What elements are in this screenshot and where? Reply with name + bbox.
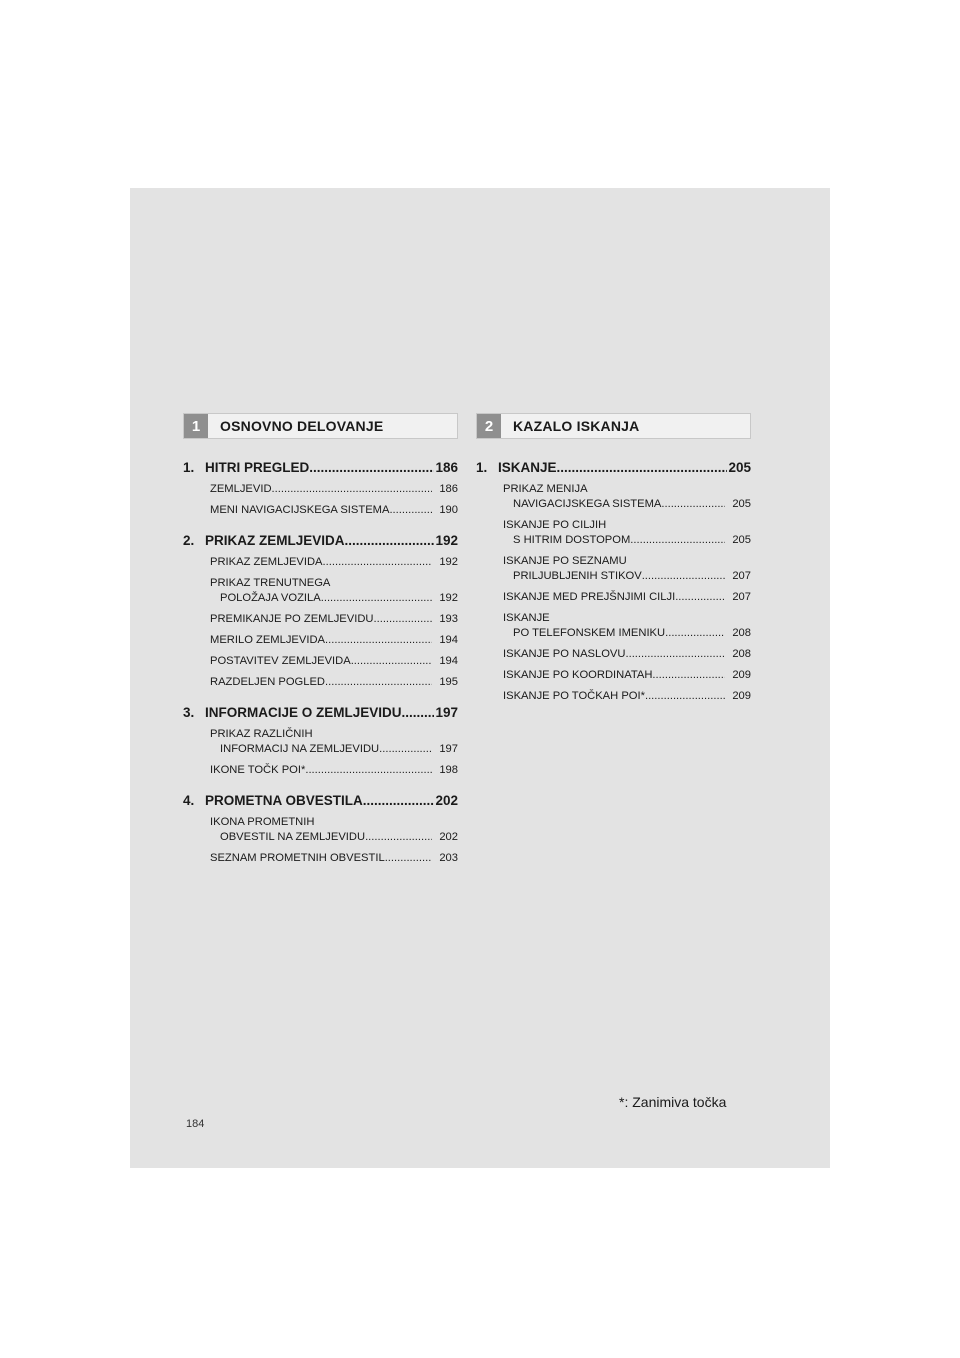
entry-row <box>210 654 458 669</box>
dot-leader <box>345 532 435 550</box>
chapter-block <box>183 532 458 690</box>
entry-title: PRIKAZ ZEMLJEVIDA <box>210 556 323 568</box>
entry-page-number: 205 <box>732 534 751 546</box>
entry-title-fill <box>210 633 432 648</box>
chapter-block <box>183 792 458 866</box>
chapter-link[interactable] <box>183 792 458 810</box>
entry-page-number: 208 <box>732 648 751 660</box>
entry-title-line-1: PRIKAZ RAZLIČNIH <box>210 728 313 740</box>
dot-leader <box>385 851 432 866</box>
entry-title-fill <box>220 591 432 606</box>
toc-entry[interactable] <box>210 675 458 690</box>
entry-title-fill <box>220 830 432 845</box>
entry-title-fill <box>210 555 432 570</box>
entry-title-fill <box>220 742 432 757</box>
dot-leader <box>402 704 435 722</box>
entry-list <box>210 727 458 778</box>
entry-title: MENI NAVIGACIJSKEGA SISTEMA <box>210 504 390 516</box>
toc-entry[interactable] <box>210 482 458 497</box>
entry-page-number: 193 <box>439 613 458 625</box>
entry-title-fill <box>513 569 725 584</box>
entry-list <box>210 555 458 690</box>
dot-leader <box>389 503 432 518</box>
chapter-number: 3. <box>183 705 195 720</box>
entry-title-line-2: OBVESTIL NA ZEMLJEVIDU <box>220 831 366 843</box>
entry-title-fill <box>503 689 725 704</box>
entry-row <box>210 851 458 866</box>
entry-title-line-1: PRIKAZ MENIJA <box>503 483 588 495</box>
dot-leader <box>323 555 432 570</box>
dot-leader <box>363 792 435 810</box>
table-of-contents <box>183 459 458 866</box>
section-title: OSNOVNO DELOVANJE <box>220 418 384 434</box>
chapter-block <box>183 704 458 778</box>
entry-title-line-2: PO TELEFONSKEM IMENIKU <box>513 627 666 639</box>
entry-title-line-1: ISKANJE <box>503 612 550 624</box>
entry-title-fill <box>503 668 725 683</box>
entry-title-fill <box>210 503 432 518</box>
entry-list <box>210 815 458 866</box>
entry-page-number: 208 <box>732 627 751 639</box>
entry-title-fill <box>503 590 725 605</box>
toc-entry[interactable] <box>210 576 458 606</box>
chapter-title: INFORMACIJE O ZEMLJEVIDU <box>205 705 402 720</box>
entry-title: ISKANJE PO TOČKAH POI* <box>503 690 645 702</box>
entry-title-line-2: NAVIGACIJSKEGA SISTEMA <box>513 498 662 510</box>
entry-title-line-2: S HITRIM DOSTOPOM <box>513 534 631 546</box>
entry-title: ISKANJE PO KOORDINATAH <box>503 669 653 681</box>
toc-entry[interactable] <box>503 611 751 641</box>
chapter-number: 2. <box>183 533 195 548</box>
toc-entry[interactable] <box>503 689 751 704</box>
toc-entry[interactable] <box>210 612 458 627</box>
section-number-badge: 2 <box>477 414 501 438</box>
chapter-page-number: 197 <box>435 705 458 720</box>
toc-entry[interactable] <box>210 851 458 866</box>
dot-leader <box>665 626 725 641</box>
entry-page-number: 205 <box>732 498 751 510</box>
entry-row <box>503 590 751 605</box>
toc-entry[interactable] <box>503 668 751 683</box>
dot-leader <box>321 591 432 606</box>
toc-entry[interactable] <box>503 482 751 512</box>
toc-entry[interactable] <box>503 590 751 605</box>
entry-title-fill <box>210 675 432 690</box>
chapter-link[interactable] <box>183 532 458 550</box>
entry-title-line-1: ISKANJE PO SEZNAMU <box>503 555 627 567</box>
dot-leader <box>675 590 725 605</box>
entry-page-number: 195 <box>439 676 458 688</box>
chapter-page-number: 186 <box>435 460 458 475</box>
manual-page <box>130 188 830 1168</box>
entry-title-line-1: IKONA PROMETNIH <box>210 816 315 828</box>
entry-title: PREMIKANJE PO ZEMLJEVIDU <box>210 613 374 625</box>
entry-row <box>210 675 458 690</box>
chapter-title-fill <box>205 792 434 810</box>
entry-list <box>503 482 751 704</box>
table-of-contents <box>476 459 751 704</box>
toc-entry[interactable] <box>210 654 458 669</box>
dot-leader <box>325 675 432 690</box>
entry-page-number: 192 <box>439 592 458 604</box>
entry-page-number: 197 <box>439 743 458 755</box>
dot-leader <box>642 569 725 584</box>
entry-row <box>503 626 751 641</box>
dot-leader <box>351 654 432 669</box>
dot-leader <box>365 830 432 845</box>
chapter-title: HITRI PREGLED <box>205 460 310 475</box>
entry-title-fill <box>513 533 725 548</box>
chapter-block <box>183 459 458 518</box>
section-title: KAZALO ISKANJA <box>513 418 640 434</box>
page-number: 184 <box>186 1118 205 1130</box>
entry-row <box>210 763 458 778</box>
chapter-title-fill <box>498 459 727 477</box>
entry-row <box>503 689 751 704</box>
chapter-link[interactable] <box>183 704 458 722</box>
toc-entry[interactable] <box>210 555 458 570</box>
entry-page-number: 209 <box>732 690 751 702</box>
entry-page-number: 202 <box>439 831 458 843</box>
toc-entry[interactable] <box>210 633 458 648</box>
entry-page-number: 186 <box>439 483 458 495</box>
entry-row <box>210 482 458 497</box>
dot-leader <box>661 497 725 512</box>
entry-page-number: 194 <box>439 655 458 667</box>
toc-entry[interactable] <box>210 815 458 845</box>
toc-entry[interactable] <box>210 503 458 518</box>
entry-page-number: 190 <box>439 504 458 516</box>
toc-entry[interactable] <box>503 518 751 548</box>
toc-entry[interactable] <box>210 763 458 778</box>
toc-entry[interactable] <box>210 727 458 757</box>
dot-leader <box>309 459 434 477</box>
entry-title-line-2: POLOŽAJA VOZILA <box>220 592 321 604</box>
entry-row <box>210 633 458 648</box>
dot-leader <box>625 647 725 662</box>
chapter-title: ISKANJE <box>498 460 557 475</box>
entry-page-number: 203 <box>439 852 458 864</box>
entry-title-fill <box>210 612 432 627</box>
dot-leader <box>305 763 432 778</box>
entry-row <box>210 830 458 845</box>
entry-title-line-2: INFORMACIJ NA ZEMLJEVIDU <box>220 743 380 755</box>
chapter-number: 4. <box>183 793 195 808</box>
entry-row <box>210 503 458 518</box>
entry-title: POSTAVITEV ZEMLJEVIDA <box>210 655 351 667</box>
chapter-link[interactable] <box>476 459 751 477</box>
dot-leader <box>652 668 725 683</box>
section-column-2 <box>476 413 751 718</box>
entry-list <box>210 482 458 518</box>
entry-row <box>503 533 751 548</box>
dot-leader <box>374 612 433 627</box>
section-header <box>183 413 458 439</box>
dot-leader <box>645 689 725 704</box>
entry-title-line-1: PRIKAZ TRENUTNEGA <box>210 577 331 589</box>
entry-title-line-2: PRILJUBLJENIH STIKOV <box>513 570 642 582</box>
entry-page-number: 207 <box>732 591 751 603</box>
chapter-title-fill <box>205 459 434 477</box>
chapter-title: PROMETNA OBVESTILA <box>205 793 363 808</box>
entry-page-number: 194 <box>439 634 458 646</box>
section-number-badge: 1 <box>184 414 208 438</box>
entry-title: RAZDELJEN POGLED <box>210 676 326 688</box>
chapter-number: 1. <box>183 460 195 475</box>
entry-title: SEZNAM PROMETNIH OBVESTIL <box>210 852 385 864</box>
entry-row <box>210 591 458 606</box>
chapter-page-number: 192 <box>435 533 458 548</box>
entry-row <box>503 647 751 662</box>
entry-title-fill <box>210 482 432 497</box>
dot-leader <box>272 482 432 497</box>
dot-leader <box>557 459 728 477</box>
entry-row <box>210 742 458 757</box>
entry-row <box>503 668 751 683</box>
chapter-title: PRIKAZ ZEMLJEVIDA <box>205 533 345 548</box>
chapter-link[interactable] <box>183 459 458 477</box>
dot-leader <box>325 633 432 648</box>
chapter-title-fill <box>205 704 434 722</box>
chapter-page-number: 205 <box>728 460 751 475</box>
entry-title: ISKANJE MED PREJŠNJIMI CILJI <box>503 591 676 603</box>
toc-entry[interactable] <box>503 554 751 584</box>
chapter-number: 1. <box>476 460 488 475</box>
entry-title: ZEMLJEVID <box>210 483 272 495</box>
entry-title-fill <box>210 851 432 866</box>
entry-title: IKONE TOČK POI* <box>210 764 306 776</box>
section-header <box>476 413 751 439</box>
entry-title-line-1: ISKANJE PO CILJIH <box>503 519 607 531</box>
footnote: *: Zanimiva točka <box>619 1094 727 1110</box>
section-column-1 <box>183 413 458 880</box>
entry-page-number: 209 <box>732 669 751 681</box>
entry-page-number: 192 <box>439 556 458 568</box>
entry-row <box>210 555 458 570</box>
dot-leader <box>630 533 725 548</box>
entry-title-fill <box>503 647 725 662</box>
entry-title-fill <box>210 654 432 669</box>
chapter-page-number: 202 <box>435 793 458 808</box>
entry-title: ISKANJE PO NASLOVU <box>503 648 626 660</box>
entry-row <box>503 569 751 584</box>
entry-row <box>210 612 458 627</box>
entry-title-fill <box>513 497 725 512</box>
entry-title: MERILO ZEMLJEVIDA <box>210 634 326 646</box>
entry-page-number: 207 <box>732 570 751 582</box>
entry-row <box>503 497 751 512</box>
chapter-block <box>476 459 751 704</box>
entry-page-number: 198 <box>439 764 458 776</box>
dot-leader <box>379 742 432 757</box>
toc-entry[interactable] <box>503 647 751 662</box>
entry-title-fill <box>513 626 725 641</box>
chapter-title-fill <box>205 532 434 550</box>
entry-title-fill <box>210 763 432 778</box>
